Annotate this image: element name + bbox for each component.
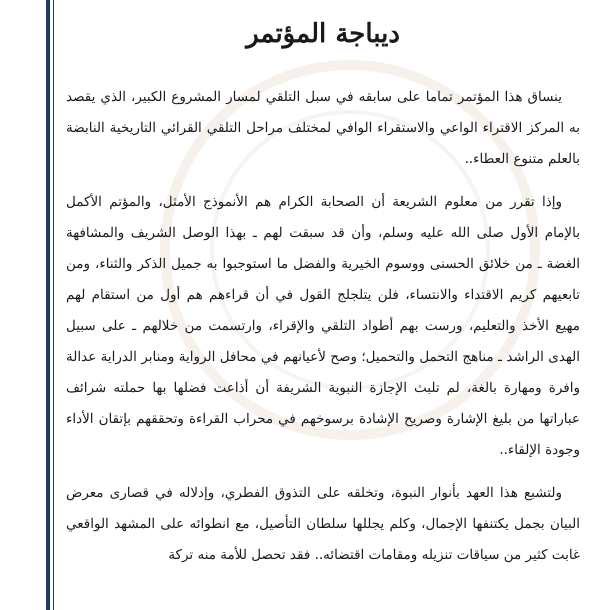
document-body xyxy=(66,14,580,583)
paragraph-2: وإذا تقرر من معلوم الشريعة أن الصحابة الكرام هم الأنموذج الأمثل، والمؤتم الأكمل بالإمام الأول صلى الله عليه وسلم، وأن قد سبقت لهم ـ بهذا الوصل الشريف والمشافهة الغضة ـ من خلائق الحسنى ووسوم الخيرية والفضل ما استوجبوا به جميل الذكر والثناء، ومن تابعيهم كريم الاقتداء والانتساء، فلن يتلجلج القول في أن قراءهم هم أول من استقام لهم مهيع الأخذ والتعليم، ورست بهم أطواد التلقي والإقراء، وارتسمت من خلالهم ـ على سبيل الهدى الراشد ـ مناهج التحمل والتحميل؛ وصح لأعيانهم في محافل الرواية ومنابر الدراية عدالة وافرة ومهارة بالغة، لم تلبث الإجازة النبوية الشريفة أن أذاعت فضلها بها حملته شرائف عباراتها من بليغ الإشارة وصريح الإشادة برسوخهم في محراب القراءة وتحققهم بإتقان الأداء وجودة الإلقاء.. xyxy=(66,194,580,458)
page-border-line xyxy=(46,0,50,610)
page-margin xyxy=(0,0,42,610)
page-title: ديباجة المؤتمر xyxy=(246,19,400,49)
paragraph-1: ينساق هذا المؤتمر تماما على سابقه في سبل التلقي لمسار المشروع الكبير، الذي يقصد به المركز الاقتراء الواعي والاستقراء الوافي لمختلف مراحل التلقي القرائي التاريخية النابضة بالعلم متنوع العطاء.. xyxy=(66,89,580,167)
page-border-thin-line xyxy=(53,0,54,610)
paragraph-3: ولتشبع هذا العهد بأنوار النبوة، وتخلقه على التذوق الفطري، وإدلاله في قصارى معرض البيان بجمل يكتنفها الإجمال، وكلم يجللها سلطان التأصيل، مع انطوائه على المشهد الواقعي غابت كثير من سياقات تنزيله ومقامات اقتضائه.. فقد تحصل للأمة منه تركة xyxy=(66,485,580,563)
